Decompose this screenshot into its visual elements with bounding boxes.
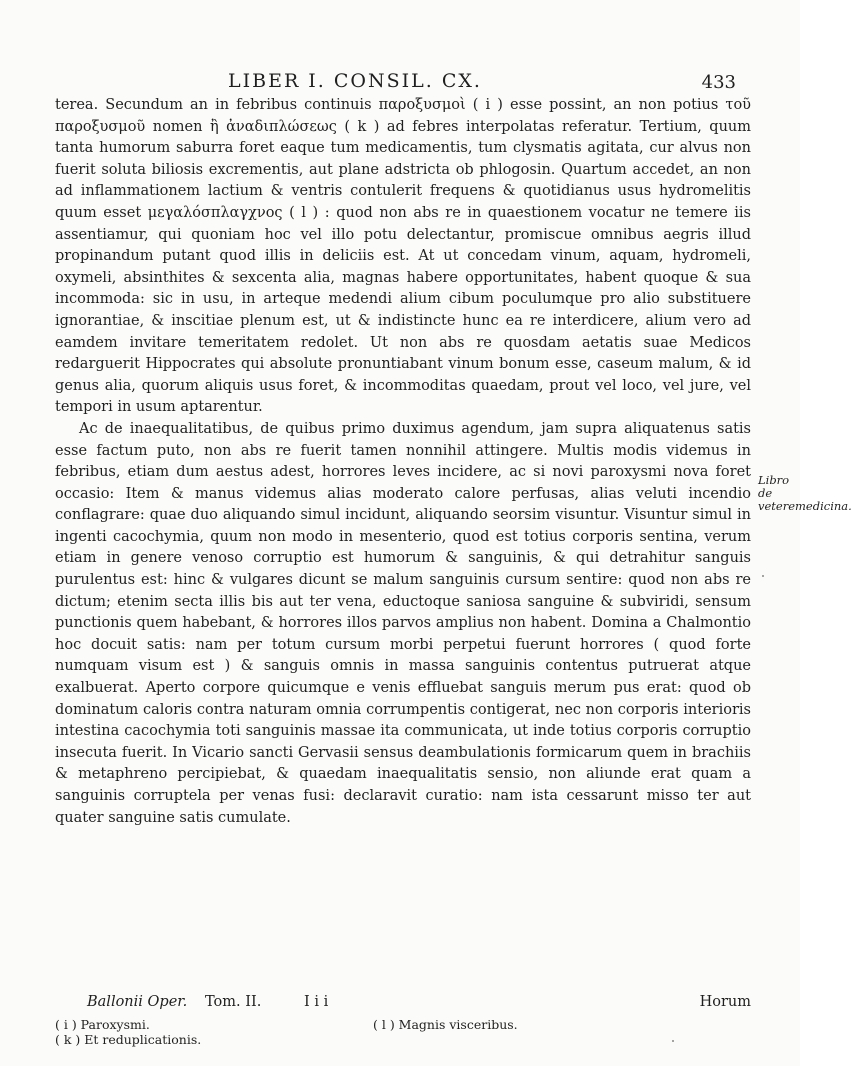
signature-mark: I i i <box>304 994 329 1010</box>
marginal-note: Libro de veteremedicina. <box>758 473 852 513</box>
paper-speck <box>672 1040 674 1042</box>
page-number: 433 <box>701 72 736 93</box>
author-works-label: Ballonii Oper. <box>87 994 188 1010</box>
footnotes-right <box>373 1017 673 1032</box>
footnote-i: ( i ) Paroxysmi. <box>55 1017 150 1032</box>
running-title: LIBER I. CONSIL. CX. <box>228 70 482 92</box>
paper-speck <box>762 575 764 577</box>
footnote-l: ( l ) Magnis visceribus. <box>373 1017 518 1032</box>
footnote-k: ( k ) Et reduplicationis. <box>55 1032 202 1047</box>
catchword: Horum <box>699 994 751 1010</box>
volume-label: Tom. II. <box>205 994 262 1010</box>
footnotes-left <box>55 1017 335 1047</box>
paragraph-1: terea. Secundum an in febribus continuis παροξυσμοὶ ( i ) esse possint, an non potius τοῦ παροξυσμοῦ nomen ἢ ἀναδιπλώσεως ( k ) ad febres interpolatas referatur. Tertium, quum tanta humorum saburra foret eaque tum medicamentis, tum clysmatis agitata, cur alvus non fuerit soluta biliosis excrementis, aut plane adstricta ob phlogosin. Quartum accedet, an non ad inflammationem lactium & ventris contulerit frequens & quotidianus usus hydromelitis quum esset μεγαλόσπλαγχνος ( l ) : quod non abs re in quaestionem vocatur ne temere iis assentiamur, qui quoniam hoc vel illo potu delectantur, promiscue omnibus aegris illud propinandum putant quod illis in deliciis est. At ut concedam vinum, aquam, hydromeli, oxymeli, absinthites & sexcenta alia, magnas habere opportunitates, habent quoque & sua incommoda: sic in usu, in arteque medendi alium cibum poculumque pro alio substituere ignorantiae, & inscitiae plenum est, ut & indistincte hunc ea re interdicere, alium vero ad eamdem invitare temeritatem redolet. Ut non abs re quosdam aetatis suae Medicos redarguerit Hippocrates qui absolute pronuntiabant vinum bonum esse, caseum malum, & id genus alia, quorum aliquis usus foret, & incommoditas quaedam, prout vel loco, vel jure, vel tempori in usum aptarentur. <box>55 97 751 416</box>
body-text <box>55 95 751 829</box>
paragraph-2: Ac de inaequalitatibus, de quibus primo duximus agendum, jam supra aliquatenus satis esse factum puto, non abs re fuerit tamen nonnihil attingere. Multis modis videmus in febribus, etiam dum aestus adest, horrores leves incidere, ac si novi paroxysmi nova foret occasio: Item & manus videmus alias moderato calore perfusas, alias veluti incendio conflagrare: quae duo aliquando simul incidunt, aliquando seorsim visuntur. Visuntur simul in ingenti cacochymia, quum non modo in mesenterio, quod est totius corporis sentina, verum etiam in genere venoso corruptio est humorum & sanguinis, & qui detrahitur sanguis purulentus est: hinc & vulgares dicunt se malum sanguinis cursum sentire: quod non abs re dictum; etenim secta illis bis aut ter vena, eductoque saniosa sanguine & subviridi, sensum punctionis quem habebant, & horrores illos parvos amplius non habent. Domina a Chalmontio hoc docuit satis: nam per totum cursum morbi perpetui fuerunt horrores ( quod forte numquam visum est ) & sanguis omnis in massa sanguinis contentus putruerat atque exalbuerat. Aperto corpore quicumque e venis effluebat sanguis merum pus erat: quod ob dominatum caloris contra naturam omnia corrumpentis contigerat, nec non corporis interioris intestina cacochymia toti sanguinis massae ita communicata, ut inde totius corporis corruptio insecuta fuerit. In Vicario sancti Gervasii sensus deambulationis formicarum quem in brachiis & metaphreno percipiebat, & quaedam inaequalitatis sensio, non aliunde erat quam a sanguinis corruptela per venas fusi: declaravit curatio: nam ista cessarunt misso ter aut quater sanguine satis cumulate. <box>55 420 751 826</box>
